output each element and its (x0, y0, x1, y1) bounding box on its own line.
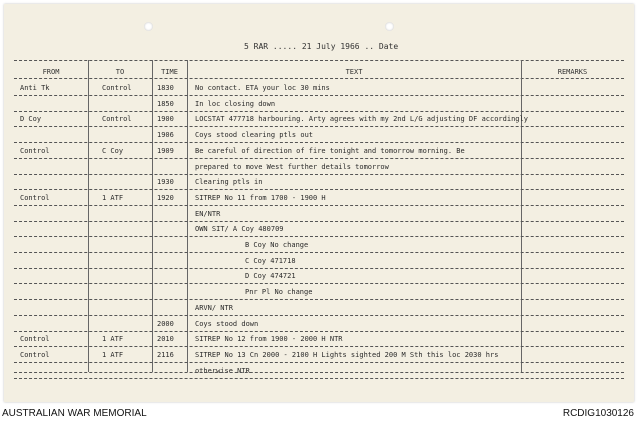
entry-text: SITREP No 11 from 1700 - 1900 H (195, 193, 326, 202)
column-header-to: TO (115, 68, 125, 76)
entry-text: Coys stood down (195, 319, 259, 328)
entry-text: C Coy 471718 (245, 256, 296, 265)
entry-text: Coys stood clearing ptls out (195, 131, 314, 140)
date-label: Date (378, 42, 399, 51)
column-header-remarks: REMARKS (557, 68, 588, 76)
entry-time: 1850 (157, 99, 174, 108)
row-rule (14, 189, 624, 190)
row-rule (14, 299, 624, 300)
row-rule (14, 268, 624, 269)
row-rule (14, 95, 624, 96)
entry-to: 1 ATF (102, 335, 124, 344)
entry-time: 1900 (157, 115, 174, 124)
column-header-from: FROM (42, 68, 60, 76)
entry-time: 1920 (157, 193, 174, 202)
sheet-header: 5 RAR ..... 21 July 1966 .. Date (244, 42, 399, 51)
row-rule (14, 315, 624, 316)
row-rule (14, 111, 624, 112)
entry-text: SITREP No 13 Cn 2000 - 2100 H Lights sighted 200 M Sth this loc 2030 hrs (195, 350, 499, 359)
institution-caption: AUSTRALIAN WAR MEMORIAL (2, 408, 147, 419)
entry-to: Control (102, 84, 132, 92)
row-rule (14, 142, 624, 143)
row-rule (14, 378, 624, 379)
column-divider (88, 60, 89, 372)
entry-time: 1906 (157, 131, 174, 140)
entry-text: No contact. ETA your loc 30 mins (195, 84, 330, 92)
entry-time: 1930 (157, 178, 174, 187)
row-rule (14, 205, 624, 206)
row-rule (14, 158, 624, 159)
entry-to: 1 ATF (102, 193, 124, 202)
entry-text: otherwise NTR (195, 366, 250, 375)
row-rule (14, 331, 624, 332)
entry-text: EN/NTR (195, 209, 221, 218)
entry-from: Control (20, 335, 50, 344)
unit-name: 5 RAR (244, 42, 269, 51)
bottom-rule (14, 372, 624, 373)
entry-text: LOCSTAT 477718 harbouring. Arty agrees with my 2nd L/G adjusting DF accordingly (195, 115, 528, 124)
entry-to: C Coy (102, 146, 124, 155)
column-header-time: TIME (161, 68, 178, 76)
entry-time: 2000 (157, 319, 174, 328)
log-sheet (4, 4, 634, 402)
column-divider (187, 60, 188, 372)
top-rule (14, 60, 624, 61)
row-rule (14, 126, 624, 127)
row-rule (14, 236, 624, 237)
entry-text: OWN SIT/ A Coy 480709 (195, 225, 284, 234)
column-header-text: TEXT (345, 68, 363, 76)
column-divider (521, 60, 522, 372)
column-divider (152, 60, 153, 372)
entry-from: Control (20, 350, 50, 359)
entry-text: D Coy 474721 (245, 272, 296, 281)
entry-from: Control (20, 193, 50, 202)
entry-to: Control (102, 115, 132, 124)
entry-text: prepared to move West further details tomorrow (195, 162, 389, 171)
entry-text: Pnr Pl No change (245, 288, 313, 297)
row-rule (14, 283, 624, 284)
header-rule (14, 78, 624, 79)
punch-hole (144, 22, 153, 31)
entry-text: ARVN/ NTR (195, 303, 233, 312)
entry-time: 2010 (157, 335, 174, 344)
entry-time: 2116 (157, 350, 174, 359)
entry-text: Clearing ptls in (195, 178, 263, 187)
punch-hole (385, 22, 394, 31)
entry-text: Be careful of direction of fire tonight and tomorrow morning. Be (195, 146, 465, 155)
entry-time: 1830 (157, 84, 174, 92)
entry-from: Anti Tk (20, 84, 50, 92)
entry-time: 1909 (157, 146, 174, 155)
row-rule (14, 174, 624, 175)
row-rule (14, 252, 624, 253)
entry-from: D Coy (20, 115, 42, 124)
log-date: 21 July 1966 (301, 42, 360, 51)
entry-text: B Coy No change (245, 241, 309, 249)
row-rule (14, 346, 624, 347)
reference-number: RCDIG1030126 (562, 408, 634, 419)
entry-text: In loc closing down (195, 99, 276, 108)
row-rule (14, 221, 624, 222)
row-rule (14, 362, 624, 363)
entry-to: 1 ATF (102, 350, 124, 359)
entry-from: Control (20, 146, 50, 155)
entry-text: SITREP No 12 from 1900 - 2000 H NTR (195, 335, 343, 344)
